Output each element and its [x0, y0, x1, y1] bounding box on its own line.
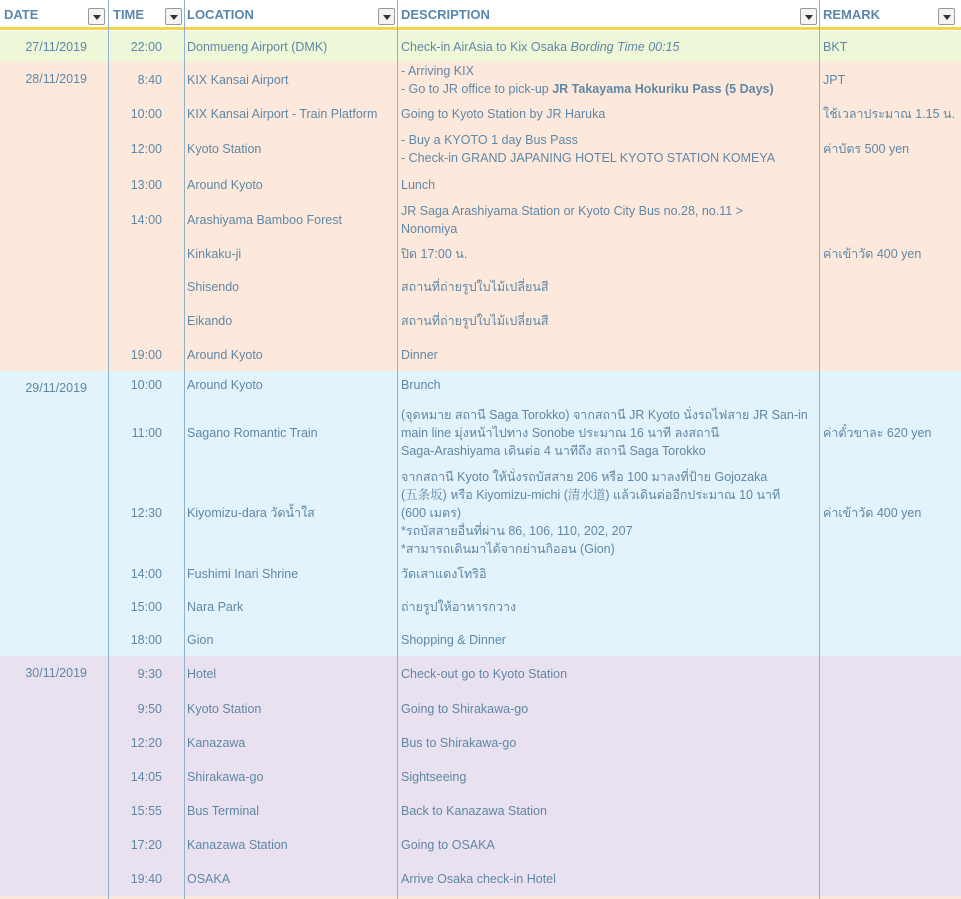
column-divider [397, 0, 398, 899]
remark-cell[interactable] [821, 862, 961, 896]
description-lines [401, 802, 547, 820]
time-cell[interactable]: 9:50 [137, 702, 162, 716]
header-date[interactable]: DATE [4, 7, 39, 22]
description-lines [401, 131, 775, 167]
description-lines [401, 312, 549, 330]
table-row [0, 558, 961, 590]
description-text: Sightseeing [401, 770, 467, 784]
time-cell[interactable]: 14:00 [130, 567, 162, 581]
description-line [401, 245, 467, 263]
table-row [0, 726, 961, 760]
description-line [401, 540, 780, 558]
description-line [401, 312, 549, 330]
description-filter-dropdown[interactable] [800, 8, 817, 25]
time-filter-dropdown[interactable] [165, 8, 182, 25]
description-line [401, 870, 556, 888]
description-cell[interactable] [399, 130, 820, 168]
header-row [0, 0, 961, 30]
description-lines [401, 202, 743, 238]
description-lines [401, 62, 774, 98]
description-line [401, 80, 774, 98]
description-cell[interactable] [399, 238, 820, 270]
time-cell[interactable]: 13:00 [130, 178, 162, 192]
chevron-down-icon [170, 15, 178, 20]
description-cell[interactable] [399, 862, 820, 896]
table-row [0, 202, 961, 238]
column-divider [184, 0, 185, 899]
description-line [401, 522, 780, 540]
description-lines [401, 406, 808, 460]
location-cell[interactable]: Kinkaku-ji [187, 247, 242, 261]
time-cell[interactable]: 12:20 [130, 736, 162, 750]
location-cell[interactable]: Bus Terminal [187, 804, 260, 818]
table-row [0, 862, 961, 896]
time-cell[interactable]: 15:55 [130, 804, 162, 818]
chevron-down-icon [805, 15, 813, 20]
remark-cell[interactable] [821, 304, 961, 338]
time-cell[interactable]: 14:00 [130, 213, 162, 227]
description-lines [401, 598, 516, 616]
remark-cell[interactable]: ค่าเข้าวัด 400 yen [823, 247, 922, 261]
time-cell[interactable] [109, 304, 185, 338]
description-text: Going to Shirakawa-go [401, 702, 529, 716]
location-cell[interactable]: Arashiyama Bamboo Forest [187, 213, 342, 227]
description-lines [401, 176, 435, 194]
description-lines [401, 245, 467, 263]
time-cell[interactable]: 12:30 [130, 506, 162, 520]
remark-cell[interactable]: ค่าเข้าวัด 400 yen [823, 506, 922, 520]
date-cell[interactable]: 28/11/2019 [25, 72, 87, 86]
description-text: main line มุ่งหน้าไปทาง Sonobe ประมาณ 16 นาที ลงสถานี [401, 426, 720, 440]
column-divider [108, 0, 109, 899]
description-text: ปิด 17:00 น. [401, 247, 468, 261]
location-cell[interactable]: Kanazawa Station [187, 838, 288, 852]
description-text: วัดเสาแดงโทริอิ [401, 567, 487, 581]
description-line [401, 504, 780, 522]
location-cell[interactable]: Hotel [187, 667, 217, 681]
description-lines [401, 278, 549, 296]
description-text: สถานที่ถ่ายรูปใบไม้เปลี่ยนสี [401, 280, 549, 294]
description-text: Brunch [401, 378, 441, 392]
location-cell[interactable]: Around Kyoto [187, 178, 263, 192]
description-cell[interactable] [399, 590, 820, 624]
remark-cell[interactable] [821, 590, 961, 624]
description-lines [401, 565, 487, 583]
table-row [0, 371, 961, 399]
description-lines [401, 376, 441, 394]
description-cell[interactable] [399, 62, 820, 98]
description-line [401, 220, 743, 238]
remark-cell[interactable]: ค่าตั๋วขาละ 620 yen [823, 426, 932, 440]
description-cell[interactable] [399, 692, 820, 726]
location-cell[interactable]: Kyoto Station [187, 702, 262, 716]
time-cell[interactable]: 11:00 [131, 426, 162, 440]
description-lines [401, 468, 780, 558]
description-lines [401, 346, 438, 364]
location-cell[interactable]: Nara Park [187, 600, 244, 614]
time-cell[interactable] [109, 238, 185, 270]
description-line [401, 486, 780, 504]
description-lines [401, 665, 567, 683]
description-line [401, 346, 438, 364]
description-line [401, 836, 495, 854]
header-location[interactable]: LOCATION [187, 7, 254, 22]
description-cell[interactable] [399, 726, 820, 760]
description-text: (五条坂) หรือ Kiyomizu-michi (清水道) แล้วเดินต่ออีกประมาณ 10 นาที [401, 488, 781, 502]
location-cell[interactable]: Gion [187, 633, 214, 647]
description-text: (จุดหมาย สถานี Saga Torokko) จากสถานี JR Kyoto นั่งรถไฟสาย JR San-in [401, 408, 808, 422]
description-text: - Check-in GRAND JAPANING HOTEL KYOTO STATION KOMEYA [401, 151, 776, 165]
chevron-down-icon [383, 15, 391, 20]
description-lines [401, 870, 556, 888]
location-cell[interactable]: Around Kyoto [187, 347, 263, 362]
description-line [401, 62, 774, 80]
chevron-down-icon [93, 15, 101, 20]
description-line [401, 734, 516, 752]
table-row [0, 31, 961, 62]
description-text: Check-out go to Kyoto Station [401, 667, 568, 681]
description-text: Dinner [401, 347, 438, 362]
description-text: - Go to JR office to pick-up [401, 82, 553, 96]
description-cell[interactable] [399, 624, 820, 656]
description-text: Going to OSAKA [401, 838, 495, 852]
description-cell[interactable] [399, 468, 820, 558]
table-row [0, 624, 961, 656]
description-line [401, 442, 808, 460]
description-lines [401, 700, 528, 718]
description-cell[interactable] [399, 760, 820, 794]
remark-cell[interactable] [821, 624, 961, 656]
date-filter-dropdown[interactable] [88, 8, 105, 25]
description-text: จากสถานี Kyoto ให้นั่งรถบัสสาย 206 หรือ 100 มาลงที่ป้าย Gojozaka [401, 470, 768, 484]
description-cell[interactable] [399, 31, 820, 62]
table-row [0, 62, 961, 98]
time-cell[interactable]: 19:00 [130, 347, 162, 362]
time-cell[interactable]: 19:40 [130, 872, 162, 886]
description-text: *สามารถเดินมาได้จากย่านกิออน (Gion) [401, 542, 615, 556]
location-cell[interactable]: Shisendo [187, 280, 240, 294]
description-text: Bus to Shirakawa-go [401, 736, 517, 750]
description-line [401, 565, 487, 583]
description-line [401, 598, 516, 616]
description-line [401, 202, 743, 220]
description-lines [401, 768, 466, 786]
time-cell[interactable]: 12:00 [130, 142, 162, 156]
table-row [0, 98, 961, 130]
table-row [0, 590, 961, 624]
column-divider [819, 0, 820, 899]
remark-cell[interactable] [821, 558, 961, 590]
boarding-time-note: Bording Time 00:15 [570, 39, 680, 54]
description-text: JR Saga Arashiyama Station or Kyoto City Bus no.28, no.11 > [401, 204, 743, 218]
time-cell[interactable] [109, 270, 185, 304]
pass-name-highlight: JR Takayama Hokuriku Pass (5 Days) [552, 82, 774, 96]
description-cell[interactable] [399, 202, 820, 238]
description-text: (600 เมตร) [401, 506, 461, 520]
location-cell[interactable]: Around Kyoto [187, 378, 263, 392]
description-text: Shopping & Dinner [401, 633, 506, 647]
description-text: - Arriving KIX [401, 64, 474, 78]
description-line [401, 768, 466, 786]
table-row [0, 656, 961, 692]
remark-cell[interactable] [821, 270, 961, 304]
description-line [401, 631, 506, 649]
remark-cell[interactable]: ค่าบัตร 500 yen [823, 142, 910, 156]
description-text: ถ่ายรูปให้อาหารกวาง [401, 600, 517, 614]
location-cell[interactable]: Donmueng Airport (DMK) [187, 39, 328, 54]
table-row [0, 398, 961, 468]
remark-cell[interactable]: ใช้เวลาประมาณ 1.15 น. [823, 107, 956, 121]
remark-cell[interactable] [821, 656, 961, 692]
location-cell[interactable]: Fushimi Inari Shrine [187, 567, 299, 581]
location-cell[interactable]: Kanazawa [187, 736, 246, 750]
description-line [401, 700, 528, 718]
description-line [401, 278, 549, 296]
location-cell[interactable]: KIX Kansai Airport [187, 73, 289, 87]
table-row [0, 828, 961, 862]
description-line [401, 176, 435, 194]
description-text: *รถบัสสายอื่นที่ผ่าน 86, 106, 110, 202, 207 [401, 524, 633, 538]
remark-cell[interactable] [821, 726, 961, 760]
table-row [0, 692, 961, 726]
location-cell[interactable]: Eikando [187, 314, 233, 328]
remark-cell[interactable] [821, 760, 961, 794]
remark-cell[interactable]: JPT [823, 73, 846, 87]
date-cell[interactable]: 29/11/2019 [25, 381, 87, 395]
description-cell[interactable] [399, 656, 820, 692]
description-line [401, 665, 567, 683]
description-cell[interactable] [399, 558, 820, 590]
location-cell[interactable]: OSAKA [187, 872, 231, 886]
description-text: Lunch [401, 178, 436, 192]
table-row [0, 168, 961, 202]
remark-cell[interactable] [821, 202, 961, 238]
table-row [0, 468, 961, 558]
description-lines [401, 734, 516, 752]
description-text: Saga-Arashiyama เดินต่อ 4 นาทีถึง สถานี Saga Torokko [401, 444, 706, 458]
description-cell[interactable] [399, 371, 820, 399]
header-description[interactable]: DESCRIPTION [401, 7, 490, 22]
description-text: สถานที่ถ่ายรูปใบไม้เปลี่ยนสี [401, 314, 549, 328]
description-line [401, 802, 547, 820]
time-cell[interactable]: 14:05 [130, 770, 162, 784]
description-cell[interactable] [399, 398, 820, 468]
description-line [401, 38, 680, 56]
description-cell[interactable] [399, 304, 820, 338]
description-text: Nonomiya [401, 222, 458, 236]
description-text: Going to Kyoto Station by JR Haruka [401, 107, 606, 121]
time-cell[interactable]: 15:00 [130, 600, 162, 614]
description-line [401, 131, 775, 149]
location-cell[interactable]: Shirakawa-go [187, 770, 264, 784]
location-cell[interactable]: Sagano Romantic Train [187, 426, 318, 440]
description-line [401, 105, 605, 123]
time-cell[interactable]: 22:00 [130, 39, 162, 54]
description-cell[interactable] [399, 828, 820, 862]
time-cell[interactable]: 17:20 [130, 838, 162, 852]
description-line [401, 376, 441, 394]
description-cell[interactable] [399, 338, 820, 371]
location-cell[interactable]: Kiyomizu-dara วัดน้ำใส [187, 506, 315, 520]
description-lines [401, 105, 605, 123]
table-row [0, 304, 961, 338]
description-cell[interactable] [399, 168, 820, 202]
description-text: Arrive Osaka check-in Hotel [401, 872, 556, 886]
table-row [0, 270, 961, 304]
remark-cell[interactable] [821, 168, 961, 202]
table-row [0, 130, 961, 168]
description-text: - Buy a KYOTO 1 day Bus Pass [401, 133, 578, 147]
description-lines [401, 836, 495, 854]
table-row [0, 794, 961, 828]
description-cell[interactable] [399, 270, 820, 304]
description-line [401, 149, 775, 167]
remark-filter-dropdown[interactable] [938, 8, 955, 25]
header-time[interactable]: TIME [113, 7, 145, 22]
chevron-down-icon [943, 15, 951, 20]
time-cell[interactable]: 9:30 [137, 667, 162, 681]
remark-cell[interactable] [821, 371, 961, 399]
location-cell[interactable]: Kyoto Station [187, 142, 262, 156]
table-row [0, 238, 961, 270]
description-line [401, 406, 808, 424]
description-cell[interactable] [399, 98, 820, 130]
table-row [0, 338, 961, 371]
location-filter-dropdown[interactable] [378, 8, 395, 25]
description-text: Back to Kanazawa Station [401, 804, 547, 818]
time-cell[interactable]: 10:00 [130, 107, 162, 121]
remark-cell[interactable]: BKT [823, 39, 848, 54]
remark-cell[interactable] [821, 794, 961, 828]
location-cell[interactable]: KIX Kansai Airport - Train Platform [187, 107, 378, 121]
time-cell[interactable]: 10:00 [130, 378, 162, 392]
description-line [401, 424, 808, 442]
remark-cell[interactable] [821, 692, 961, 726]
description-line [401, 468, 780, 486]
date-cell[interactable]: 27/11/2019 [25, 40, 87, 54]
time-cell[interactable]: 18:00 [130, 633, 162, 647]
table-row [0, 760, 961, 794]
header-remark[interactable]: REMARK [823, 7, 881, 22]
date-cell[interactable]: 30/11/2019 [25, 666, 87, 680]
time-cell[interactable]: 8:40 [137, 73, 162, 87]
remark-cell[interactable] [821, 828, 961, 862]
remark-cell[interactable] [821, 338, 961, 371]
description-lines [401, 631, 506, 649]
description-cell[interactable] [399, 794, 820, 828]
description-lines [401, 38, 680, 56]
description-text: Check-in AirAsia to Kix Osaka [401, 39, 571, 54]
